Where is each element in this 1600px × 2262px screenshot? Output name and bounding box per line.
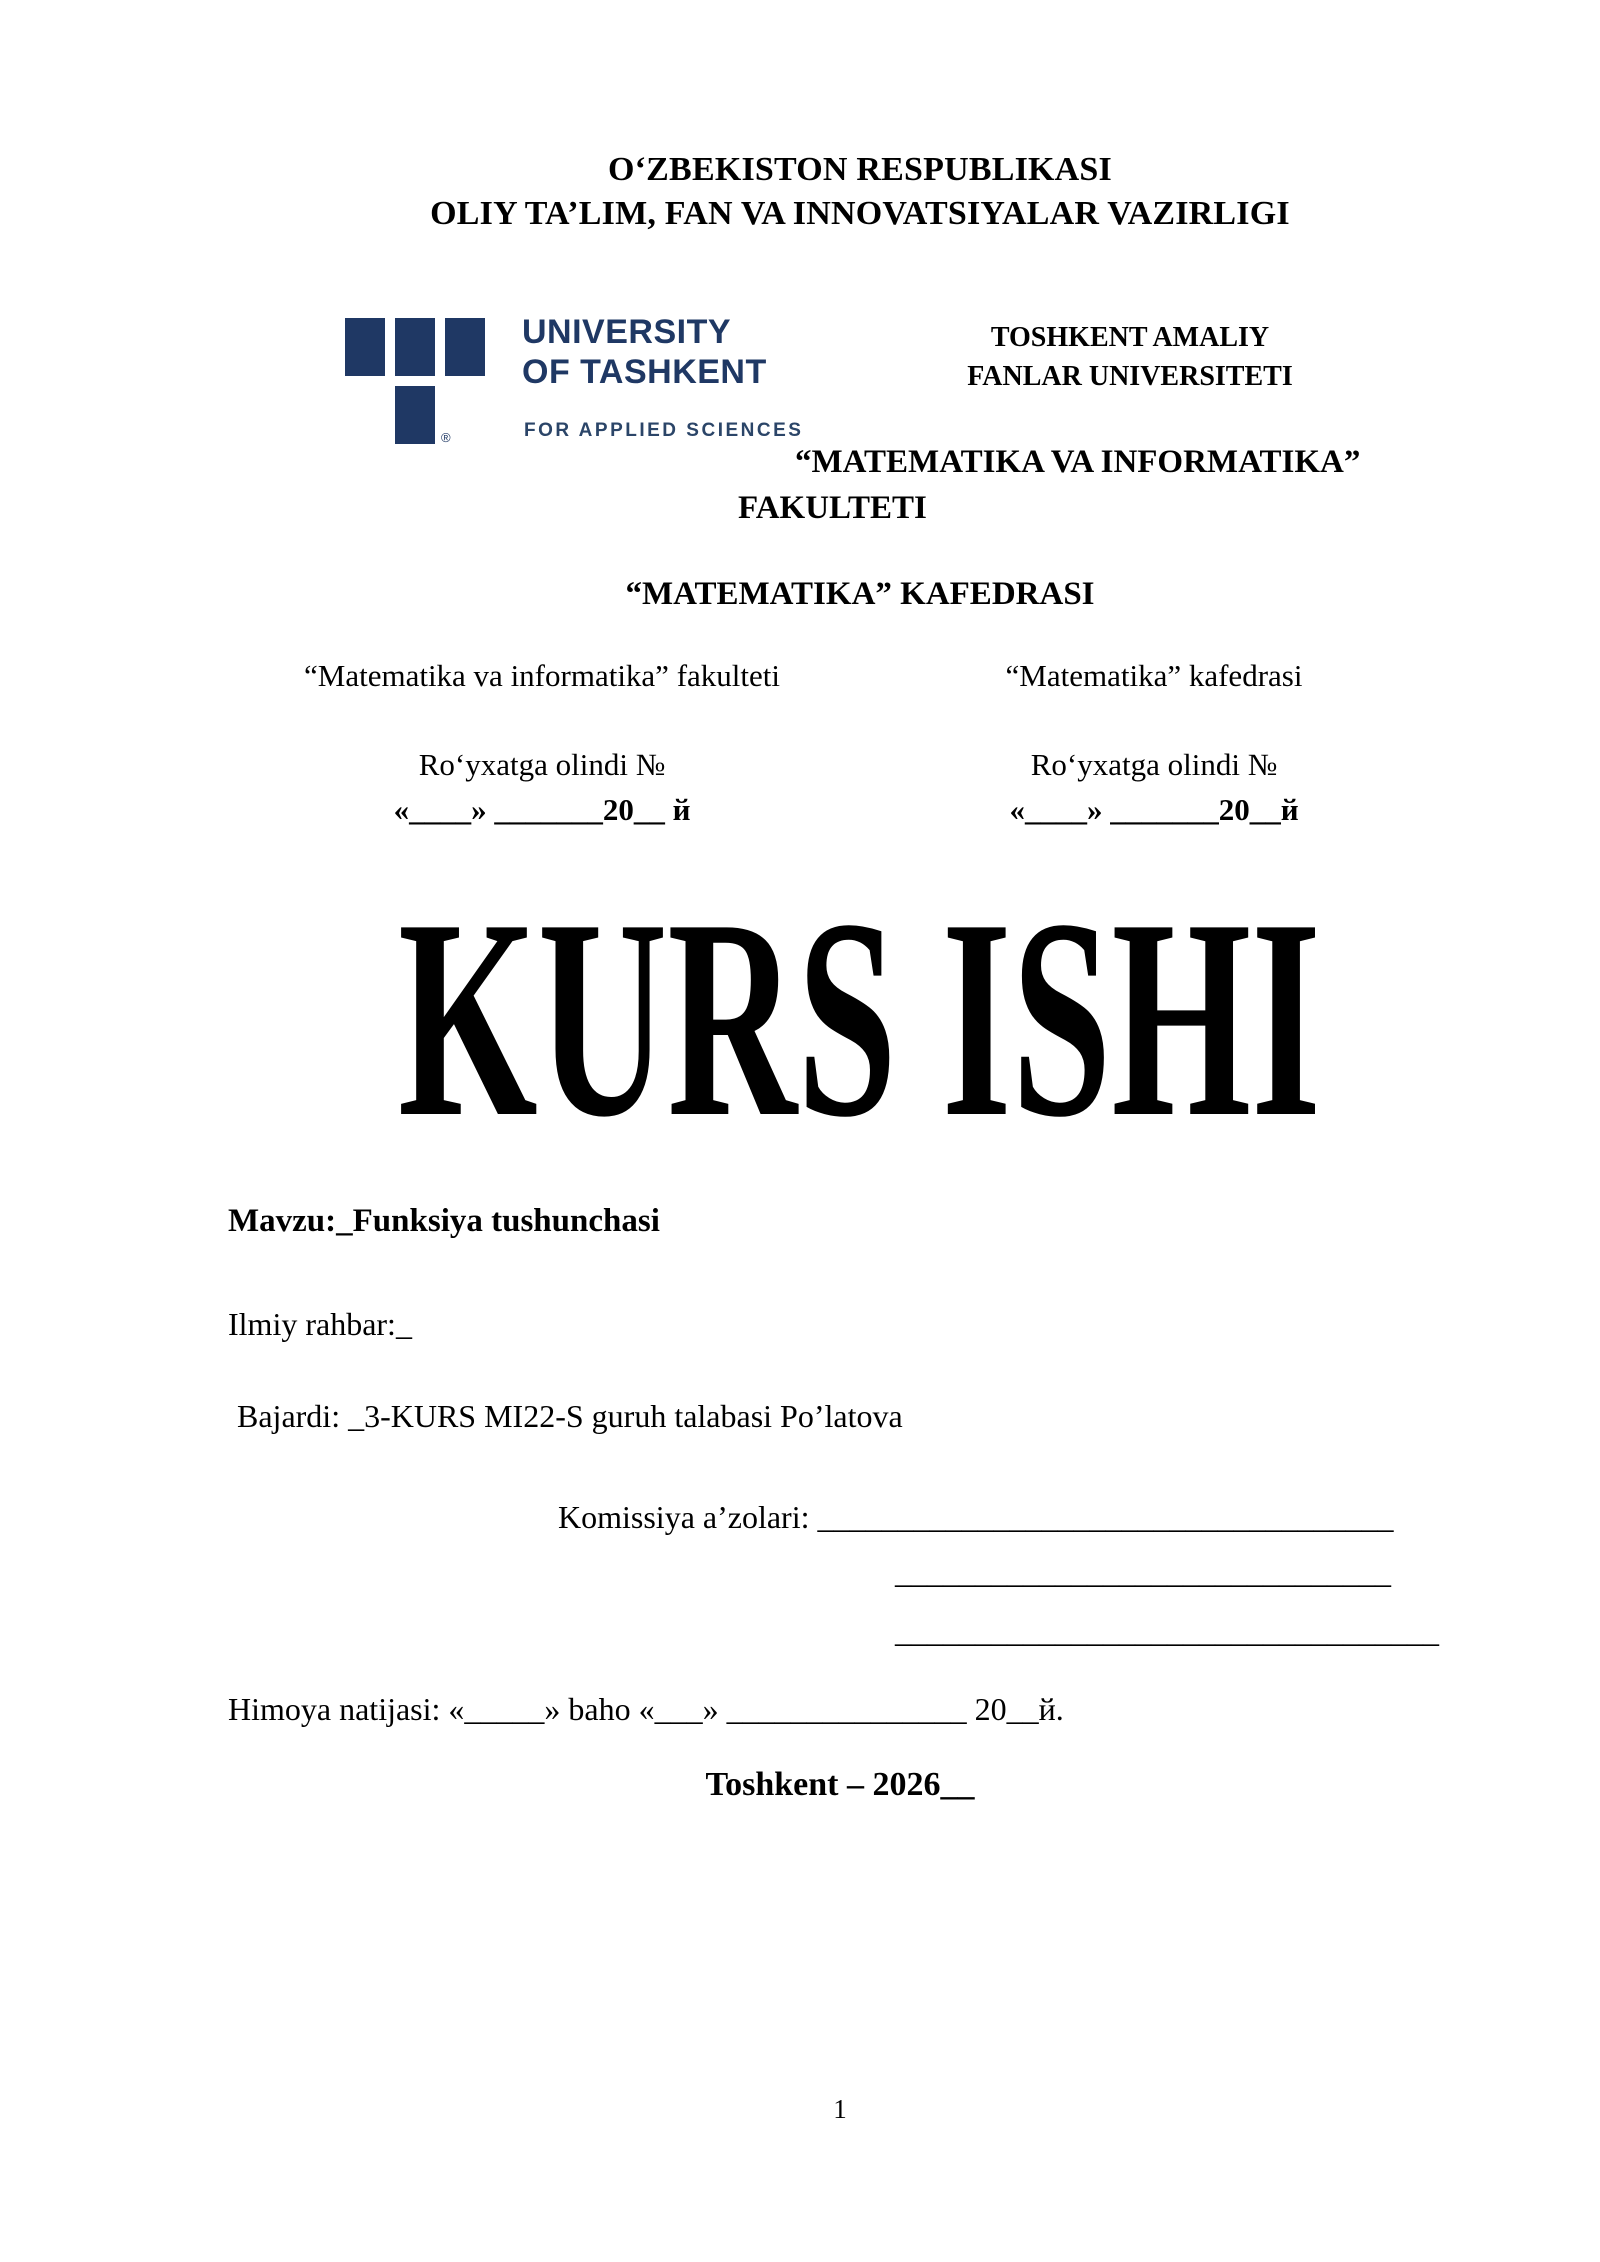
registration-right-label: Ro‘yxatga olindi № (1030, 747, 1278, 782)
faculty-name-line1: “MATEMATIKA VA INFORMATIKA” (795, 444, 1361, 480)
department-name: “MATEMATIKA” KAFEDRASI (625, 576, 1095, 612)
registration-left-label: Ro‘yxatga olindi № (418, 747, 666, 782)
registration-left-title: “Matematika va informatika” fakulteti (304, 658, 780, 693)
registration-left-date-blank: «____» _______20__ й (393, 792, 691, 827)
supervisor-line: Ilmiy rahbar:_ (228, 1306, 412, 1342)
page-number: 1 (833, 2094, 847, 2124)
commission-blank-2: _______________________________ (895, 1554, 1391, 1590)
university-name-line2: FANLAR UNIVERSITETI (967, 361, 1293, 392)
logo-tagline: FOR APPLIED SCIENCES (524, 420, 804, 441)
logo-square-left (345, 318, 385, 376)
registration-labels-row (228, 747, 1452, 783)
commission-blank-1: ____________________________________ (817, 1499, 1394, 1535)
registration-titles-row (228, 658, 1452, 694)
document-main-title (60, 860, 1600, 1176)
ministry-line1: O‘ZBEKISTON RESPUBLIKASI (608, 151, 1112, 188)
topic-line: Mavzu:_Funksiya tushunchasi (228, 1203, 660, 1239)
university-name (880, 318, 1380, 396)
defense-result-line: Himoya natijasi: «_____» baho «___» _______________ 20__й. (228, 1691, 1064, 1727)
logo-square-right (445, 318, 485, 376)
main-title-text: KURS ISHI (398, 860, 1322, 1176)
logo-wordmark-line2: OF TASHKENT (522, 353, 767, 391)
registration-right-date-blank: «____» _______20__й (1009, 792, 1299, 827)
student-line: Bajardi: _3-KURS MI22-S guruh talabasi Po’latova (237, 1398, 903, 1434)
registered-trademark-icon: ® (441, 430, 451, 445)
logo-wordmark (522, 312, 767, 392)
ministry-line2: OLIY TA’LIM, FAN VA INNOVATSIYALAR VAZIRLIGI (430, 195, 1290, 232)
logo-wordmark-line1: UNIVERSITY (522, 313, 732, 351)
university-name-line1: TOSHKENT AMALIY (990, 322, 1270, 353)
faculty-name-line2: FAKULTETI (738, 490, 927, 526)
registration-dates-row (228, 792, 1452, 828)
logo-square-middle (395, 318, 435, 376)
commission-blank-3: __________________________________ (895, 1613, 1439, 1649)
commission-label: Komissiya a’zolari: (558, 1499, 810, 1535)
ministry-header (210, 148, 1510, 236)
registration-right-title: “Matematika” kafedrasi (1005, 658, 1303, 693)
city-year-line: Toshkent – 2026__ (705, 1766, 975, 1803)
commission-line (558, 1499, 1393, 1536)
logo-square-bottom (395, 386, 435, 444)
